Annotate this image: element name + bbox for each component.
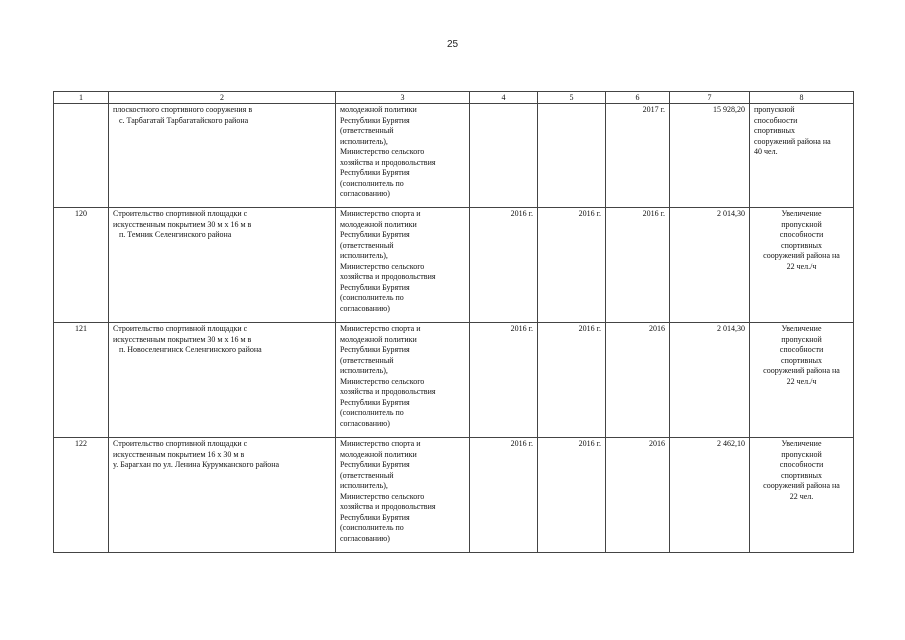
text-line: Республики Бурятия bbox=[340, 282, 410, 292]
text-line: Министерство сельского bbox=[340, 376, 425, 386]
table-row bbox=[54, 323, 854, 438]
text-line: Республики Бурятия bbox=[340, 230, 410, 239]
row-number: 122 bbox=[54, 438, 109, 553]
text-line: искусственным покрытием 30 м х 16 м в bbox=[113, 219, 252, 229]
expected-effect bbox=[750, 208, 854, 323]
text-line: искусственным покрытием 16 х 30 м в bbox=[113, 449, 245, 459]
text-line: 22 чел./ч bbox=[786, 376, 817, 386]
header-cell: 2 bbox=[109, 92, 336, 104]
text-line: согласованию) bbox=[340, 303, 390, 313]
text-line: пропускной bbox=[754, 105, 795, 114]
responsible-executors bbox=[336, 104, 470, 208]
header-cell: 6 bbox=[606, 92, 670, 104]
header-row bbox=[54, 92, 854, 104]
text-line: сооружений района на bbox=[763, 366, 840, 375]
table-row-continuation bbox=[54, 104, 854, 208]
text-line: сооружений района на bbox=[763, 251, 840, 260]
text-line: согласованию) bbox=[340, 418, 390, 428]
end-year: 2016 г. bbox=[538, 208, 606, 323]
commission-year: 2016 г. bbox=[606, 208, 670, 323]
text-line: сооружений района на bbox=[763, 481, 840, 490]
text-line: способности bbox=[779, 460, 824, 469]
header-cell: 4 bbox=[470, 92, 538, 104]
text-line: исполнитель), bbox=[340, 366, 388, 375]
row-number: 120 bbox=[54, 208, 109, 323]
text-line: молодежной политики bbox=[340, 219, 417, 229]
text-line: 40 чел. bbox=[754, 147, 778, 156]
text-line: Увеличение bbox=[781, 324, 822, 333]
responsible-executors bbox=[336, 438, 470, 553]
text-line: с. Тарбагатай Тарбагатайского района bbox=[119, 115, 249, 125]
text-line: Министерство сельского bbox=[340, 147, 425, 156]
start-year: 2016 г. bbox=[470, 323, 538, 438]
text-line: (соисполнитель по bbox=[340, 523, 404, 532]
text-line: спортивных bbox=[781, 470, 822, 480]
table-row bbox=[54, 438, 854, 553]
text-line: хозяйства и продовольствия bbox=[340, 502, 436, 511]
commission-year: 2016 bbox=[606, 438, 670, 553]
object-name bbox=[109, 208, 336, 323]
text-line: пропускной bbox=[781, 449, 822, 459]
object-name bbox=[109, 104, 336, 208]
text-line: сооружений района на bbox=[754, 136, 831, 146]
text-line: (соисполнитель по bbox=[340, 408, 404, 417]
text-line: п. Новоселенгинск Селенгинского района bbox=[119, 345, 262, 354]
text-line: спортивных bbox=[754, 126, 795, 135]
cost-value: 2 462,10 bbox=[670, 438, 750, 553]
text-line: исполнитель), bbox=[340, 136, 388, 146]
expected-effect bbox=[750, 438, 854, 553]
text-line: (ответственный bbox=[340, 240, 394, 250]
text-line: Республики Бурятия bbox=[340, 460, 410, 469]
text-line: Министерство спорта и bbox=[340, 209, 421, 218]
text-line: (ответственный bbox=[340, 355, 394, 365]
text-line: согласованию) bbox=[340, 533, 390, 543]
responsible-executors bbox=[336, 208, 470, 323]
text-line: пропускной bbox=[781, 219, 822, 229]
text-line: исполнитель), bbox=[340, 481, 388, 490]
responsible-executors bbox=[336, 323, 470, 438]
text-line: искусственным покрытием 30 м х 16 м в bbox=[113, 334, 252, 344]
text-line: Министерство спорта и bbox=[340, 439, 421, 448]
text-line: молодежной политики bbox=[340, 105, 417, 114]
text-line: молодежной политики bbox=[340, 334, 417, 344]
text-line: Строительство спортивной площадки с bbox=[113, 439, 248, 448]
text-line: хозяйства и продовольствия bbox=[340, 157, 436, 167]
text-line: Увеличение bbox=[781, 209, 822, 218]
text-line: Республики Бурятия bbox=[340, 115, 410, 125]
text-line: (ответственный bbox=[340, 470, 394, 480]
header-cell: 1 bbox=[54, 92, 109, 104]
table-row bbox=[54, 208, 854, 323]
text-line: хозяйства и продовольствия bbox=[340, 272, 436, 281]
text-line: (соисполнитель по bbox=[340, 293, 404, 302]
text-line: спортивных bbox=[781, 240, 822, 250]
header-cell: 3 bbox=[336, 92, 470, 104]
end-year bbox=[538, 104, 606, 208]
text-line: 22 чел. bbox=[789, 491, 814, 501]
cost-value: 15 928,20 bbox=[670, 104, 750, 208]
cost-value: 2 014,30 bbox=[670, 323, 750, 438]
text-line: пропускной bbox=[781, 334, 822, 344]
text-line: способности bbox=[779, 230, 824, 239]
program-table bbox=[53, 91, 854, 553]
text-line: хозяйства и продовольствия bbox=[340, 387, 436, 396]
text-line: Республики Бурятия bbox=[340, 345, 410, 354]
row-number: 121 bbox=[54, 323, 109, 438]
text-line: (соисполнитель по bbox=[340, 178, 404, 188]
end-year: 2016 г. bbox=[538, 438, 606, 553]
text-line: Министерство спорта и bbox=[340, 324, 421, 333]
text-line: способности bbox=[779, 345, 824, 354]
text-line: спортивных bbox=[781, 355, 822, 365]
text-line: Министерство сельского bbox=[340, 491, 425, 501]
text-line: Увеличение bbox=[781, 439, 822, 448]
expected-effect bbox=[750, 323, 854, 438]
text-line: п. Темник Селенгинского района bbox=[119, 230, 232, 239]
commission-year: 2017 г. bbox=[606, 104, 670, 208]
text-line: плоскостного спортивного сооружения в bbox=[113, 105, 253, 114]
text-line: исполнитель), bbox=[340, 251, 388, 260]
cost-value: 2 014,30 bbox=[670, 208, 750, 323]
expected-effect bbox=[750, 104, 854, 208]
start-year: 2016 г. bbox=[470, 438, 538, 553]
object-name bbox=[109, 438, 336, 553]
commission-year: 2016 bbox=[606, 323, 670, 438]
text-line: согласованию) bbox=[340, 189, 390, 198]
text-line: (ответственный bbox=[340, 126, 394, 135]
text-line: Строительство спортивной площадки с bbox=[113, 209, 248, 218]
text-line: Строительство спортивной площадки с bbox=[113, 324, 248, 333]
object-name bbox=[109, 323, 336, 438]
row-number bbox=[54, 104, 109, 208]
header-cell: 8 bbox=[750, 92, 854, 104]
text-line: Республики Бурятия bbox=[340, 512, 410, 522]
text-line: молодежной политики bbox=[340, 449, 417, 459]
start-year: 2016 г. bbox=[470, 208, 538, 323]
text-line: Министерство сельского bbox=[340, 261, 425, 271]
header-cell: 5 bbox=[538, 92, 606, 104]
text-line: 22 чел./ч bbox=[786, 261, 817, 271]
text-line: Республики Бурятия bbox=[340, 168, 410, 177]
text-line: Республики Бурятия bbox=[340, 397, 410, 407]
text-line: способности bbox=[754, 115, 798, 125]
page-number: 25 bbox=[446, 39, 459, 50]
start-year bbox=[470, 104, 538, 208]
header-cell: 7 bbox=[670, 92, 750, 104]
text-line: у. Барагхан по ул. Ленина Курумканского района bbox=[113, 460, 280, 469]
end-year: 2016 г. bbox=[538, 323, 606, 438]
